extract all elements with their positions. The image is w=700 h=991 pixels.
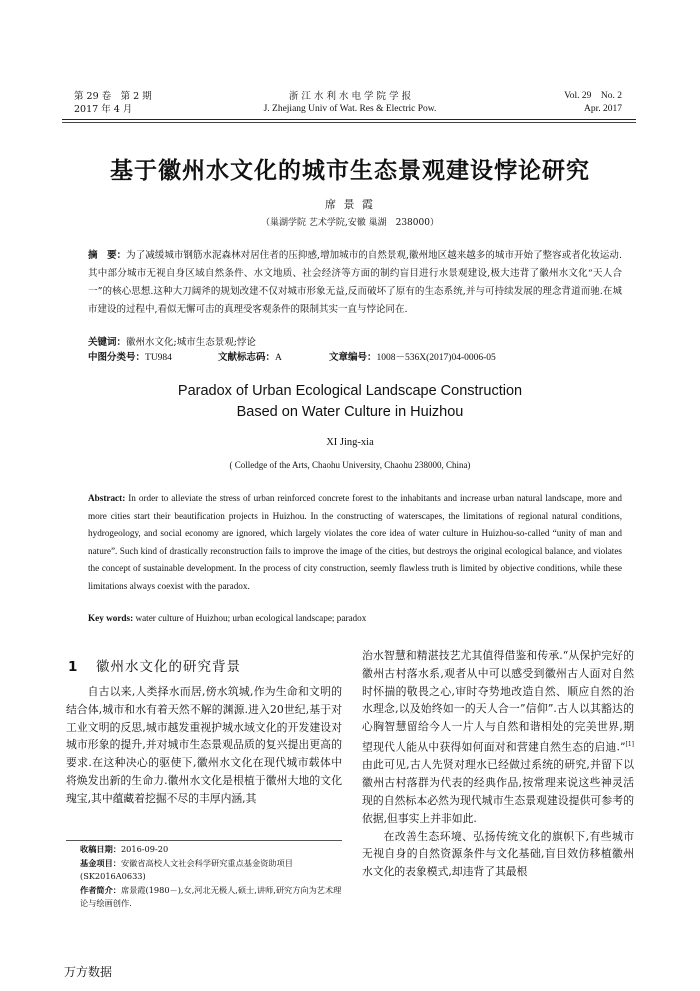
body-paragraph: 在改善生态环境、弘扬传统文化的旗帜下,有些城市无视自身的自然资源条件与文化基础,盲目效仿移植徽州水文化的表象模式,却违背了其最根 [362, 829, 634, 879]
section-heading-1 [68, 655, 241, 675]
keywords-cn-label: 关键词： [88, 337, 127, 348]
clc-label: 中图分类号： [88, 352, 146, 363]
bio-label: 作者简介： [80, 884, 121, 895]
abstract-en-text: In order to alleviate the stress of urban reinforced concrete forest to the inhabitants and increase urban natural landscape, more and more cities start their beautification projects in Huizhou. In the constructing of waterscapes, the limitations of regional natural conditions, hydrogeology, and social economy are ignored, which largely violates the core idea of water culture in Huizhou-so-called “unity of man and nature”. Such kind of drastically reconstruction fails to improve the image of the cities, but destroys the original ecological balance, and violates the concept of sustainable development. In the process of city construction, seemly flawless truth is limited by objective conditions, while these limitations always coexist with the paradox. [88, 493, 622, 591]
doc-code-label: 文献标志码： [218, 352, 276, 363]
body-paragraph-continued [362, 647, 634, 828]
fund-value: 安徽省高校人文社会科学研究重点基金资助项目(SK2016A0633) [80, 857, 293, 881]
footnote-rule [66, 840, 342, 841]
abstract-cn [88, 247, 622, 319]
keywords-en-text: water culture of Huizhou; urban ecological landscape; paradox [133, 613, 367, 623]
para-before-citation: 治水智慧和精湛技艺尤其值得借鉴和传承.“从保护完好的徽州古村落水系,观者从中可以感受到徽州古人面对自然时怀揣的敬畏之心,审时夺势地改造自然、顺应自然的治水理念,以及始终如一的天人合一”信仰”.古人以其豁达的心胸智慧留给今人一片人与自然和谐相处的完美世界,期望现代人能从中获得如何面对和营建自然生态的启迪.” [362, 649, 634, 754]
footnote-received [80, 843, 342, 857]
journal-name-en: J. Zhejiang Univ of Wat. Res & Electric Pow. [263, 104, 437, 114]
date-en: Apr. 2017 [584, 104, 622, 114]
keywords-cn-text: 徽州水文化;城市生态景观;悖论 [126, 337, 256, 348]
para-after-citation: 由此可见,古人先贤对理水已经做过系统的研究,并留下以徽州古村落群为代表的经典作品,按常理来说这些神灵活现的自然标本必然为现代城市生态景观建设提供可参考的依据,但事实上并非如此. [362, 758, 634, 825]
keywords-en-label: Key words: [88, 613, 134, 623]
keywords-en [88, 610, 622, 628]
footnote-fund [80, 857, 342, 884]
clc-value: TU984 [145, 353, 172, 363]
wanfang-watermark: 万方数据 [64, 965, 113, 979]
document-code [218, 351, 282, 365]
bio-value: 席景霞(1980－),女,河北无极人,硕士,讲师,研究方向为艺术理论与绘画创作. [80, 884, 342, 908]
doc-code-value: A [275, 353, 282, 363]
date-cn: 2017 年 4 月 [74, 104, 133, 115]
journal-name-cn: 浙 江 水 利 水 电 学 院 学 报 [288, 91, 412, 102]
abstract-en-label: Abstract: [88, 493, 126, 503]
author-cn: 席 景 霞 [325, 198, 375, 211]
header-rule-top [62, 119, 636, 120]
section-title: 徽州水文化的研究背景 [96, 659, 241, 675]
volume-issue-en: Vol. 29 No. 2 [564, 91, 622, 101]
body-paragraph: 自古以来,人类择水而居,傍水筑城,作为生命和文明的结合体,城市和水有着天然不解的渊源.进入20世纪,基于对工业文明的反思,城市越发重视护城水域文化的开发建设对城市形象的提升,并对城市生态景观品质的复兴提出更高的要求.在这种决心的驱使下,徽州水文化在现代城市载体中将焕发出新的生命力.徽州水文化是根植于徽州大地的文化瑰宝,其中蕴藏着挖掘不尽的丰厚内涵,其 [66, 685, 342, 805]
footnotes [80, 843, 342, 911]
journal-volume-en [564, 90, 622, 116]
volume-issue-cn: 第 29 卷 第 2 期 [74, 91, 152, 102]
citation-ref: [1] [625, 740, 634, 748]
abstract-cn-text: 为了减缓城市钢筋水泥森林对居住者的压抑感,增加城市的自然景观,徽州地区越来越多的城市开始了整容或者化妆运动.其中部分城市无视自身区域自然条件、水文地质、社会经济等方面的制约盲目进行水景观建设,极大违背了徽州水文化“天人合一”的核心思想.这种大刀阔斧的规划改建不仅对城市形象无益,反而破坏了原有的生态系统,并与可持续发展的理念背道而驰.在城市建设的过程中,看似无懈可击的真理受客观条件的限制其实一直与悖论同在. [88, 250, 622, 315]
article-number-label: 文章编号： [329, 352, 377, 363]
affiliation-cn: （巢湖学院 艺术学院,安徽 巢湖 238000） [261, 218, 439, 228]
header-rule-bottom [62, 122, 636, 123]
page-title-cn: 基于徽州水文化的城市生态景观建设悖论研究 [110, 158, 590, 184]
author-en: XI Jing-xia [326, 437, 374, 448]
fund-label: 基金项目： [80, 857, 121, 868]
clc-number [88, 351, 172, 365]
left-column-body [66, 683, 342, 808]
title-en-line2: Based on Water Culture in Huizhou [236, 404, 464, 420]
right-column-body [362, 647, 634, 881]
article-number [329, 351, 496, 365]
received-label: 收稿日期： [80, 844, 121, 854]
page-title-en [0, 381, 700, 423]
footnote-bio [80, 884, 342, 911]
article-number-value: 1008－536X(2017)04-0006-05 [376, 353, 496, 363]
title-en-line1: Paradox of Urban Ecological Landscape Construction [177, 383, 523, 399]
abstract-cn-label: 摘 要： [88, 250, 127, 261]
abstract-en [88, 490, 622, 596]
keywords-cn [88, 336, 256, 350]
affiliation-en: ( Colledge of the Arts, Chaohu University, Chaohu 238000, China) [229, 460, 471, 470]
received-value: 2016-09-20 [120, 844, 169, 854]
section-number: 1 [68, 659, 79, 675]
